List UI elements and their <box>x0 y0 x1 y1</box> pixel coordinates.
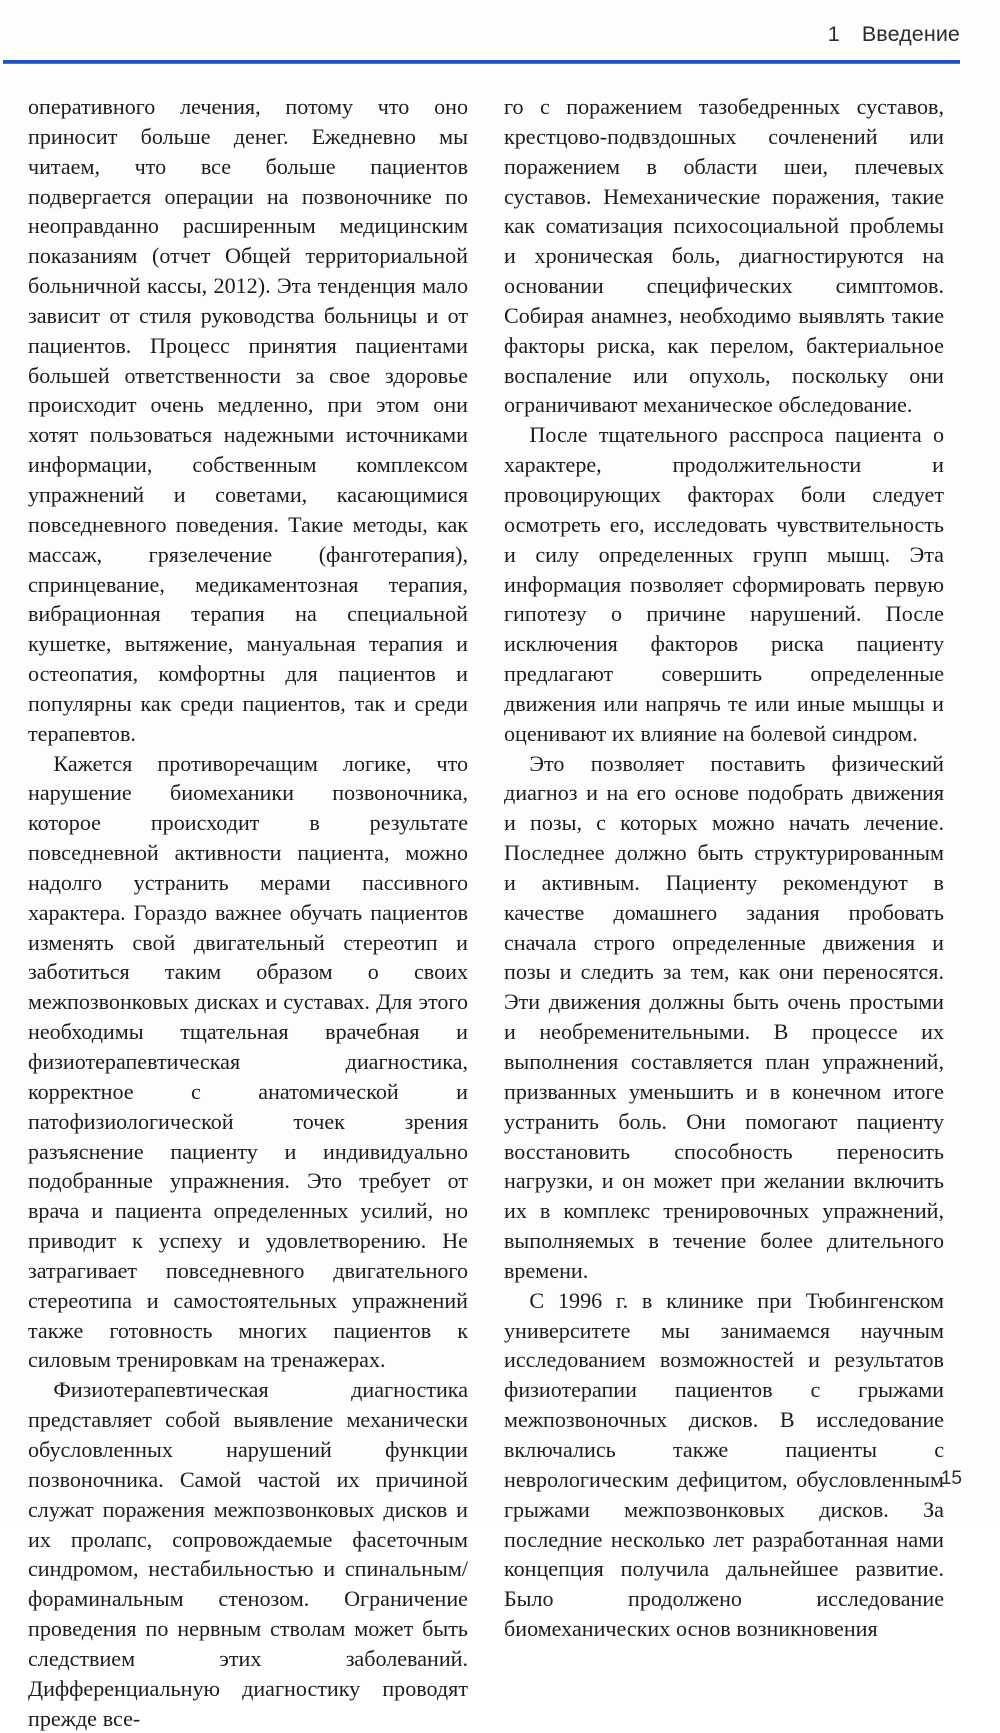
paragraph: Кажется противоречащим логике, что нарушение биомеханики позвоночника, которое происходит в результате повседневной активности пациента, можно надолго устранить мерами пассивного характера. Гораздо важнее обучать пациентов изменять свой двигательный стереотип и заботиться таким образом о своих межпозвонковых дисках и суставах. Для этого необходимы тщательная врачебная и физиотерапевтическая диагностика, корректное с анатомической и патофизиологической точек зрения разъяснение пациенту и индивидуально подобранные упражнения. Это требует от врача и пациента определенных усилий, но приводит к успеху и удовлетворению. Не затрагивает повседневного двигательного стереотипа и самостоятельных упражнений также готовность многих пациентов к силовым тренировкам на тренажерах. <box>28 750 468 1373</box>
running-head <box>30 22 960 56</box>
paragraph: Это позволяет поставить физический диагноз и на его основе подобрать движения и позы, с которых можно начать лечение. Последнее должно быть структурированным и активным. Пациенту рекомендуют в качестве домашнего задания пробовать сначала строго определенные движения и позы и следить за тем, как они переносятся. Эти движения должны быть очень простыми и необременительными. В процессе их выполнения составляется план упражнений, призванных уменьшить и в конечном итоге устранить боль. Они помогают пациенту восстановить способность переносить нагрузки, и он может при желании включить их в комплекс тренировочных упражнений, выполняемых в течение более длительного времени. <box>504 750 944 1283</box>
header-rule <box>3 60 960 64</box>
chapter-title: Введение <box>861 22 960 46</box>
column-right <box>504 92 944 1642</box>
paragraph: оперативного лечения, потому что оно приносит больше денег. Ежедневно мы читаем, что все больше пациентов подвергается операции на позвоночнике по неоправданно расширенным медицинским показаниям (отчет Общей территориальной больничной кассы, 2012). Эта тенденция мало зависит от стиля руководства больницы и от пациентов. Процесс принятия пациентами большей ответственности за свое здоровье происходит очень медленно, при этом они хотят пользоваться надежными источниками информации, собственным комплексом упражнений и советами, касающимися повседневного поведения. Такие методы, как массаж, грязелечение (фанготерапия), спринцевание, медикаментозная терапия, вибрационная терапия на специальной кушетке, вытяжение, мануальная терапия и остеопатия, комфортны для пациентов и популярны как среди пациентов, так и среди терапевтов. <box>28 94 468 746</box>
paragraph: Физиотерапевтическая диагностика представляет собой выявление механически обусловленных нарушений функции позвоночника. Самой частой их причиной служат поражения межпозвонковых дисков и их пролапс, сопровождаемые фасеточным синдромом, нестабильностью и спинальным/фораминальным стенозом. Ограничение проведения по нервным стволам может быть следствием этих заболеваний. Дифференциальную диагностику проводят прежде все- <box>28 1377 468 1731</box>
paragraph: С 1996 г. в клинике при Тюбингенском университете мы занимаемся научным исследованием возможностей и результатов физиотерапии пациентов с грыжами межпозвоночных дисков. В исследование включались также пациенты с неврологическим дефицитом, обусловленным грыжами межпозвонковых дисков. За последние несколько лет разработанная нами концепция получила дальнейшее развитие. Было продолжено исследование биомеханических основ возникновения <box>504 1287 944 1642</box>
paragraph: го с поражением тазобедренных суставов, крестцово-подвздошных сочленений или поражением в области шеи, плечевых суставов. Немеханические поражения, такие как соматизация психосоциальной проблемы и хроническая боль, диагностируются на основании специфических симптомов. Собирая анамнез, необходимо выявлять такие факторы риска, как перелом, бактериальное воспаление или опухоль, поскольку они ограничивают механическое обследование. <box>504 94 944 418</box>
column-left <box>28 92 468 1731</box>
chapter-number: 1 <box>827 22 840 46</box>
paragraph: После тщательного расспроса пациента о характере, продолжительности и провоцирующих факторах боли следует осмотреть его, исследовать чувствительность и силу определенных групп мышц. Эта информация позволяет сформировать первую гипотезу о причине нарушений. После исключения факторов риска пациенту предлагают совершить определенные движения или напрячь те или иные мышцы и оценивают их влияние на болевой синдром. <box>504 422 944 746</box>
page-number: 15 <box>940 1468 962 1489</box>
